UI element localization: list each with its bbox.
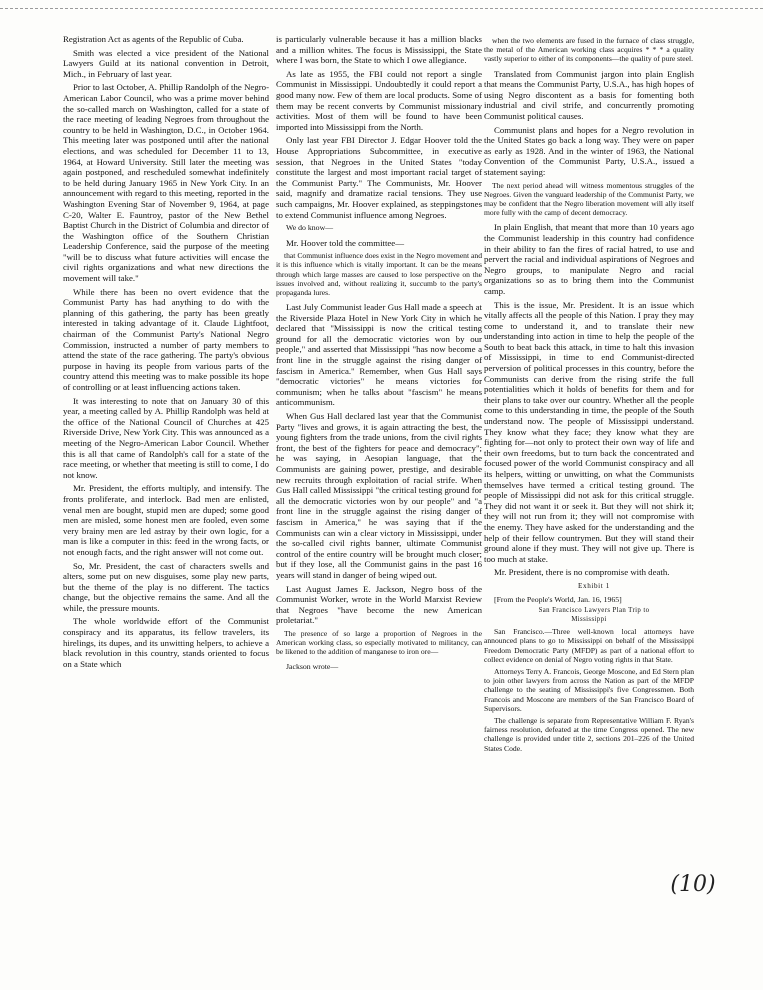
paragraph: Prior to last October, A. Phillip Randolph of the Negro-American Labor Council, who was a prime mover behind the so-called march on Washington, called for a state of the race meeting of leading Negroes from throughout the country to be held in Washington, D.C., in October 1964. This meeting later was postponed until after the national elections, and was scheduled for December 11 to 13, 1964, at Howard University. Still later the meeting was again postponed, and rescheduled somewhat indefinitely to be held during January 1965 in New York City. In an announcement with regard to this meeting, reported in the Washington Evening Star of November 9, 1964, at page C-20, Walter E. Fauntroy, pastor of the New Bethel Baptist Church in the District of Columbia and director of the Washington office of the Southern Christian Leadership Conference, said the purpose of the meeting "will be to discuss what future activities will encase the civil rights organizations and what new directions the movement will take.": [63, 82, 269, 284]
paragraph: Only last year FBI Director J. Edgar Hoover told the House Appropriations Subcommittee, in executive session, that Negroes in the United States "today constitute the largest and most important racial target of the Communist Party." The Communists, Mr. Hoover said, magnify and dramatize racial tensions. They use such campaigns, Mr. Hoover explained, as steppingstones to extend Communist influence among Negroes.: [276, 135, 482, 220]
paragraph: When Gus Hall declared last year that the Communist Party "lives and grows, it is again attracting the best, the young fighters from the trade unions, from the civil rights front, the best of the fighters for peace and democracy"; he was saying, in Aesopian language, that the Communists are gaining power, prestige, and desirable new recruits through exploitation of racial strife. When Gus Hall called Mississippi "the critical testing ground for all the democratic victories won by our people" and "a front line in the struggle against the rising danger of fascism in America," he was saying that if the Communists can win a clear victory in Mississippi, under the so-called civil rights banner, ultimate Communist control of the entire country will be brought much closer; but if they lose, all the Communist gains in the past 16 years will stand in danger of being wiped out.: [276, 411, 482, 580]
paragraph: Smith was elected a vice president of the National Lawyers Guild at its national convention in Detroit, Mich., in February of last year.: [63, 47, 269, 79]
quote-lead: Jackson wrote—: [286, 661, 339, 671]
paragraph: San Francisco.—Three well-known local attorneys have announced plans to go to Mississippi on behalf of the Mississippi Freedom Democratic Party (MFDP) as part of a national effort to collect evidence on denial of Negro voting rights in that State.: [484, 627, 694, 664]
block-quote: that Communist influence does exist in the Negro movement and it is this influence which is vitally important. It can be the means through which large masses are caused to lose perspective on the issues involved and, without realizing it, succumb to the party's propaganda lures.: [276, 251, 482, 297]
paragraph: Last July Communist leader Gus Hall made a speech at the Riverside Plaza Hotel in New York City in which he declared that "Mississippi is now the critical testing ground for all the democratic victories won by our people," and asserted that Mississippi "has now become a front line in the struggle against the rising danger of fascism in America." Remember, when Gus Hall says "democratic victories" he means victories for communism; when he talks about "fascism" he means anticommunism.: [276, 302, 482, 408]
paragraph: The whole worldwide effort of the Communist conspiracy and its apparatus, its fellow travelers, its hirelings, its dupes, and its unwitting helpers, to achieve a black revolution in this country, stands oriented to focus on a State which: [63, 616, 269, 669]
paragraph: Registration Act as agents of the Republic of Cuba.: [63, 34, 244, 44]
handwritten-page-number: (10): [670, 872, 716, 897]
paragraph: Mr. Hoover told the committee—: [286, 237, 405, 248]
headline-line-2: Mississippi: [571, 615, 607, 623]
paragraph: So, Mr. President, the cast of characters swells and alters, some put on new disguises, some play new parts, but the theme of the play is no different. The tactics change, but the objective remains the same. And all the while, the pressure mounts.: [63, 560, 269, 613]
paragraph: The challenge is separate from Representative William F. Ryan's fairness resolution, defeated at the time Congress opened. The new challenge is provided under title 2, sections 201–226 of the United States Code.: [484, 715, 694, 753]
block-quote: The next period ahead will witness momentous struggles of the Negroes. Given the vanguard leadership of the Communist Party, we may be confident that the Negro liberation movement will ally itself more fully with the camp of decent democracy.: [484, 180, 694, 218]
paragraph: In plain English, that meant that more than 10 years ago the Communist leadership in this country had confidence in their ability to fan the fires of racial hatred, to use and pervert the racial and individual aspirations of Negroes and Negro groups, to manipulate Negro and racial organizations so as to bring them into the Communist camp.: [484, 222, 694, 296]
column-3: [484, 34, 694, 756]
paragraph: This is the issue, Mr. President. It is an issue which vitally affects all the people of this Nation. I pray they may come to understand it, and to translate their new understanding into action in time to help the people of the South to beat back this attack, in time to halt this invasion of Mississippi, in time to end Communist-directed perversion of political processes in this country, before the Communists can derive from the rising strife the full potentialities which it holds of benefits for them and for their plans to take over our country. Whether all the people come to this understanding in time, the people of the South understand now. The people of Mississippi understand. They know what they face; they know what they are fighting for—not only to protect their own way of life and their own freedoms, but to turn back the concentrated and focused power of the world Communist conspiracy and all its helpers, witting or unwitting, on what the Communists themselves have termed a critical testing ground. The people of Mississippi did not ask for this critical struggle. They did not want it or seek it. But they will not shirk it; they will not run from it; they will not compromise with the enemy. They have asked for the understanding and the help of their fellow countrymen. But they will stand their ground alone if they must. They will not give up. There is too much at stake.: [484, 299, 694, 564]
exhibit-label: Exhibit 1: [578, 581, 610, 590]
paragraph: is particularly vulnerable because it has a million blacks and a million whites. The focus is Mississippi, the State where I was born, the State to which I owe allegiance.: [276, 34, 482, 66]
paragraph: While there has been no overt evidence that the Communist Party has had anything to do with the planning of this gathering, the party has been greatly interested in taking advantage of it. Claude Lightfoot, chairman of the Communist Party's National Negro Commission, instructed a number of party members to attend the state of the race gathering. The party's obvious purpose in having its people from various parts of the country attend this meeting was to make possible its hope of controlling or at least influencing actions taken.: [63, 286, 269, 392]
block-quote: when the two elements are fused in the furnace of class struggle, the metal of the American working class acquires * * * a quality vastly superior to either of its components—the quality of pure steel.: [484, 36, 694, 64]
article-headline: [484, 607, 694, 624]
paragraph: Communist plans and hopes for a Negro revolution in the United States go back a long way. They were on paper as early as 1928. And in the winter of 1963, the National Convention of the Communist Party, U.S.A., issued a statement saying:: [484, 124, 694, 177]
paragraph: Translated from Communist jargon into plain English that means the Communist Party, U.S.A., has high hopes of using Negro discontent as a basis for fomenting both industrial and civil strife, and concurrently promoting Communist political causes.: [484, 68, 694, 121]
column-1: [63, 34, 269, 672]
paragraph: It was interesting to note that on January 30 of this year, a meeting called by A. Phillip Randolph was held at the office of the National Council of Churches at 425 Riverside Drive, New York City. This was announced as a meeting of the Negro-American Labor Council. Whether this is all that came of Randolph's call for a state of the race meeting, or whether that meeting is still to come, I do not know.: [63, 395, 269, 480]
paragraph: Mr. President, the efforts multiply, and intensify. The fronts proliferate, and interlock. Bad men are enlisted, venal men are bought, stupid men are duped; some good men are misled, some honest men are fooled, even some very brainy men are led astray by their own logic, for a man is like a computer in this: feed in the wrong facts, or not enough facts, and the right answer will not come out.: [63, 483, 269, 557]
column-2: [276, 34, 482, 676]
paragraph: Mr. President, there is no compromise with death.: [494, 567, 670, 578]
quote-lead: We do know—: [286, 223, 334, 233]
page-top-rule: [0, 8, 763, 9]
headline-line-1: San Francisco Lawyers Plan Trip to: [538, 606, 650, 614]
paragraph: As late as 1955, the FBI could not report a single Communist in Mississippi. Undoubtedly it could report a good many now. Few of them are local products. Some of them may be recent converts by Communist missionary activities. Most of them will be found to have been imported into Mississippi from the North.: [276, 68, 482, 132]
paragraph: Last August James E. Jackson, Negro boss of the Communist Worker, wrote in the World Marxist Review that Negroes "have become the new American proletariat.": [276, 583, 482, 626]
paragraph: Attorneys Terry A. Francois, George Moscone, and Ed Stern plan to join other lawyers from across the Nation as part of the MFDP challenge to the seating of Mississippi's five Congressmen. Both Francois and Moscone are members of the San Francisco Board of Supervisors.: [484, 666, 694, 713]
block-quote: The presence of so large a proportion of Negroes in the American working class, so especially motivated to militancy, can be likened to the addition of manganese to iron ore—: [276, 628, 482, 657]
exhibit-source: [From the People's World, Jan. 16, 1965]: [494, 594, 622, 604]
